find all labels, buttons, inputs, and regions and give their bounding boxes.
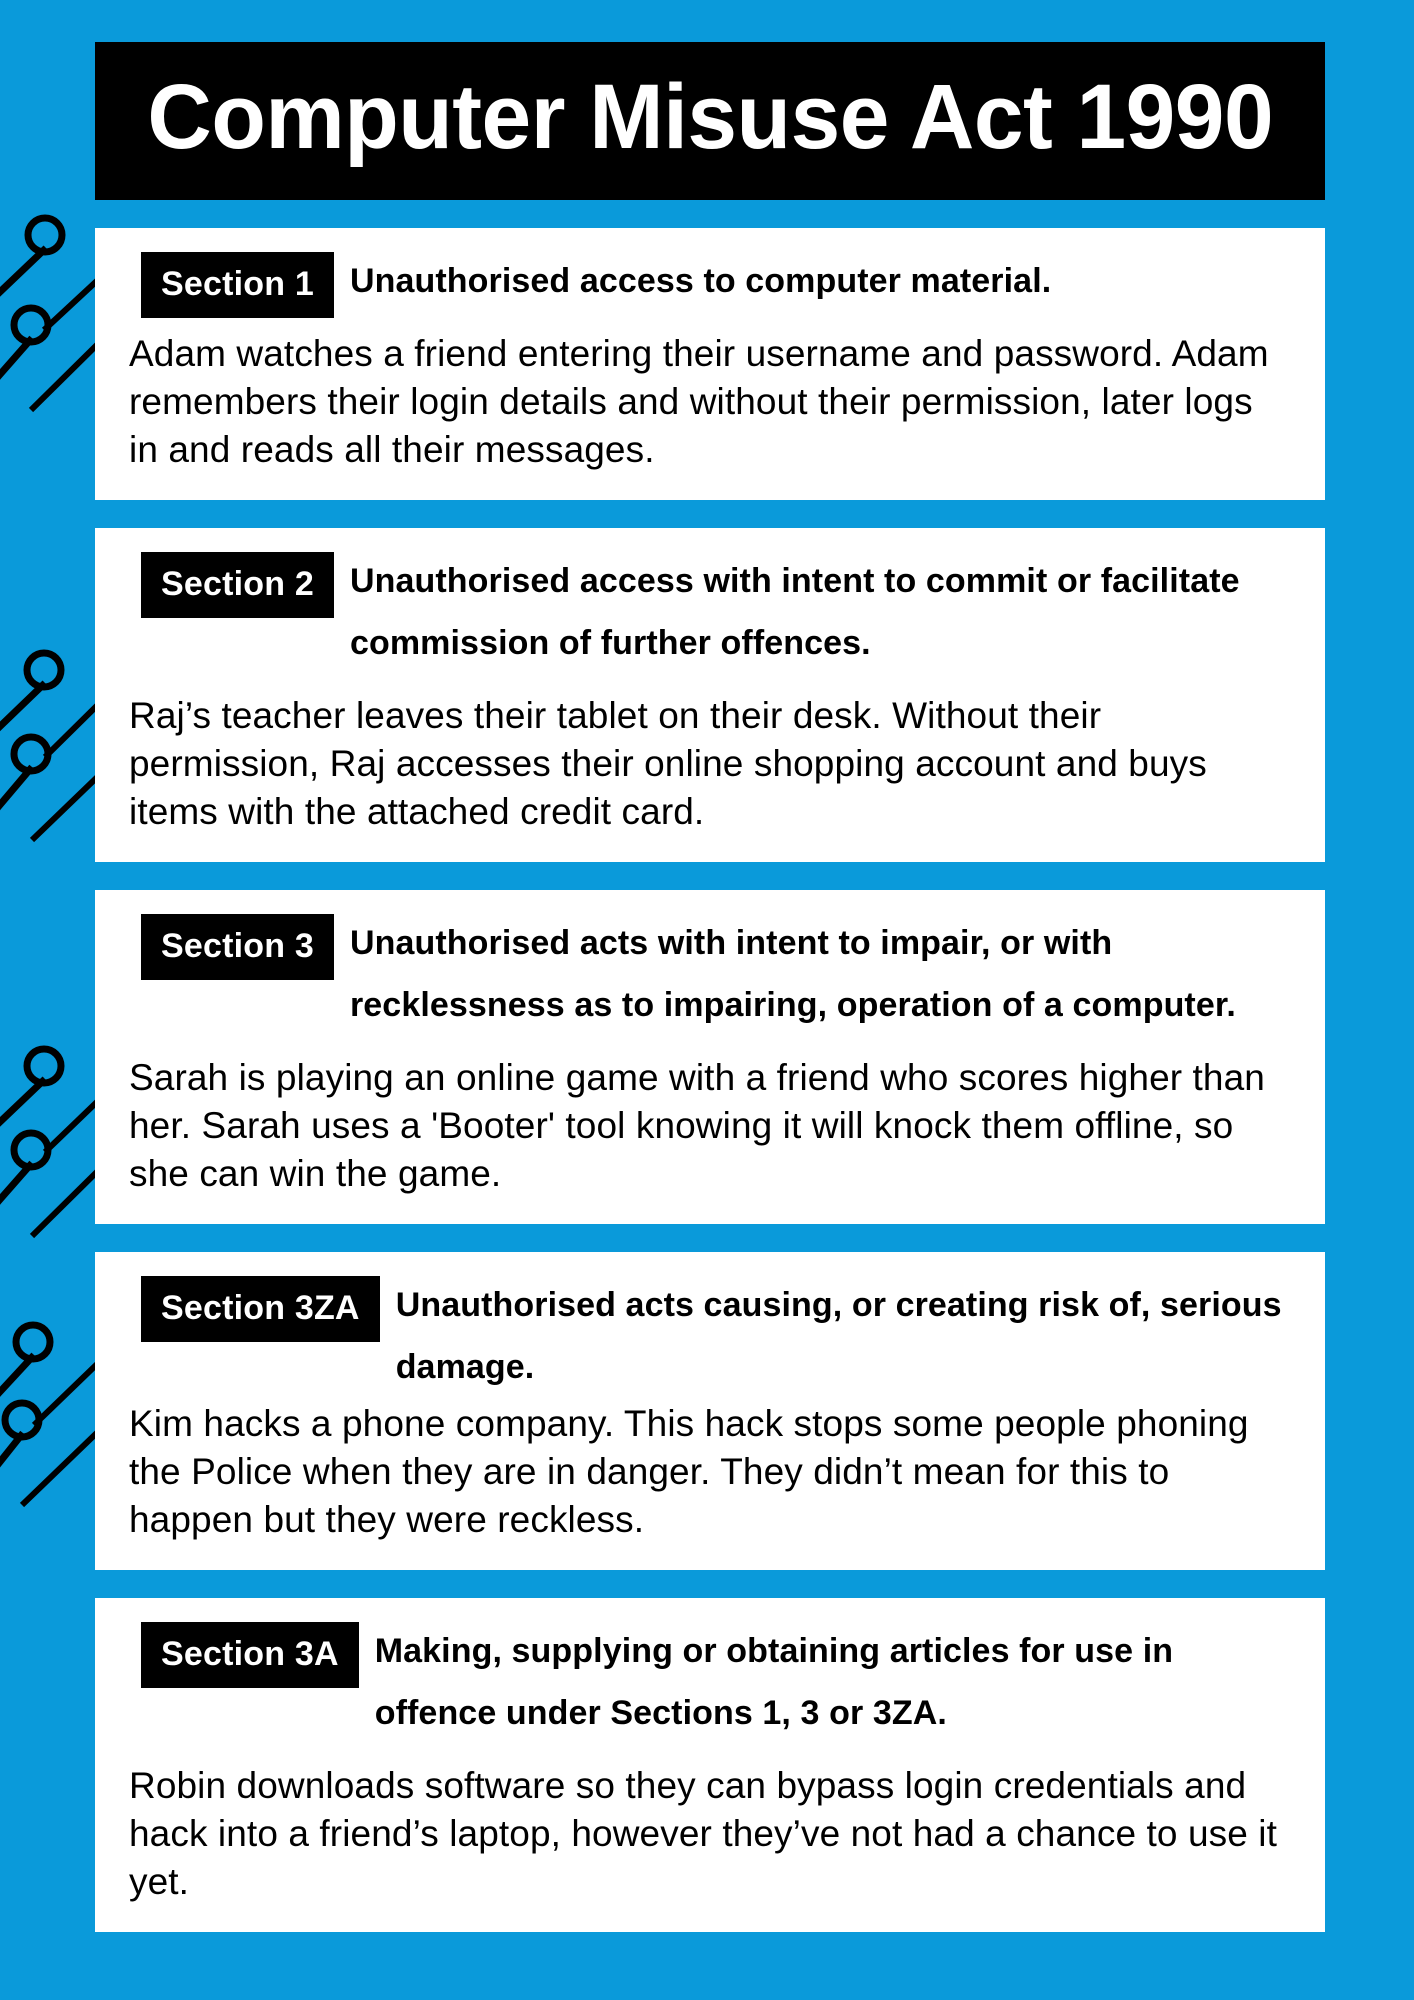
node-circle xyxy=(5,1403,39,1437)
section-body-3a: Robin downloads software so they can bypass login credentials and hack into a friend’s laptop, however they’ve not had a chance to use it yet. xyxy=(129,1765,1277,1902)
section-body-2: Raj’s teacher leaves their tablet on their desk. Without their permission, Raj accesses their online shopping account and buys items with the attached credit card. xyxy=(129,695,1207,832)
section-badge-3: Section 3 xyxy=(141,914,334,980)
node-circle xyxy=(27,1049,61,1083)
section-badge-2: Section 2 xyxy=(141,552,334,618)
section-header xyxy=(129,912,1291,1036)
section-body-1: Adam watches a friend entering their username and password. Adam remembers their login details and without their permission, later logs in and reads all their messages. xyxy=(129,333,1269,470)
section-header xyxy=(129,250,1291,312)
section-badge-3za: Section 3ZA xyxy=(141,1276,380,1342)
section-body-3za: Kim hacks a phone company. This hack stops some people phoning the Police when they are in danger. They didn’t mean for this to happen but they were reckless. xyxy=(129,1403,1249,1540)
node-circle xyxy=(14,1133,48,1167)
section-heading-2: Unauthorised access with intent to commit or facilitate commission of further offences. xyxy=(349,562,1240,662)
section-header xyxy=(129,1620,1291,1744)
section-header xyxy=(129,1274,1291,1398)
page-title-bar xyxy=(95,42,1325,200)
node-circle xyxy=(14,737,48,771)
node-circle xyxy=(14,308,48,342)
section-heading-3: Unauthorised acts with intent to impair, or with recklessness as to impairing, operation of a computer. xyxy=(349,924,1236,1024)
section-card-1 xyxy=(95,228,1325,500)
section-body-3: Sarah is playing an online game with a friend who scores higher than her. Sarah uses a 'Booter' tool knowing it will knock them offline, so she can win the game. xyxy=(129,1057,1265,1194)
section-card-3za xyxy=(95,1252,1325,1570)
section-heading-1: Unauthorised access to computer material. xyxy=(349,262,1052,300)
section-heading-3za: Unauthorised acts causing, or creating risk of, serious damage. xyxy=(395,1286,1282,1386)
section-card-2 xyxy=(95,528,1325,862)
node-circle xyxy=(28,218,62,252)
section-badge-3a: Section 3A xyxy=(141,1622,359,1688)
node-circle xyxy=(16,1325,50,1359)
page-title: Computer Misuse Act 1990 xyxy=(147,66,1273,168)
node-circle xyxy=(27,653,61,687)
section-card-3 xyxy=(95,890,1325,1224)
section-card-3a xyxy=(95,1598,1325,1932)
section-heading-3a: Making, supplying or obtaining articles for use in offence under Sections 1, 3 or 3ZA. xyxy=(374,1632,1174,1732)
section-header xyxy=(129,550,1291,674)
section-badge-1: Section 1 xyxy=(141,252,334,318)
poster-content xyxy=(95,0,1325,1932)
